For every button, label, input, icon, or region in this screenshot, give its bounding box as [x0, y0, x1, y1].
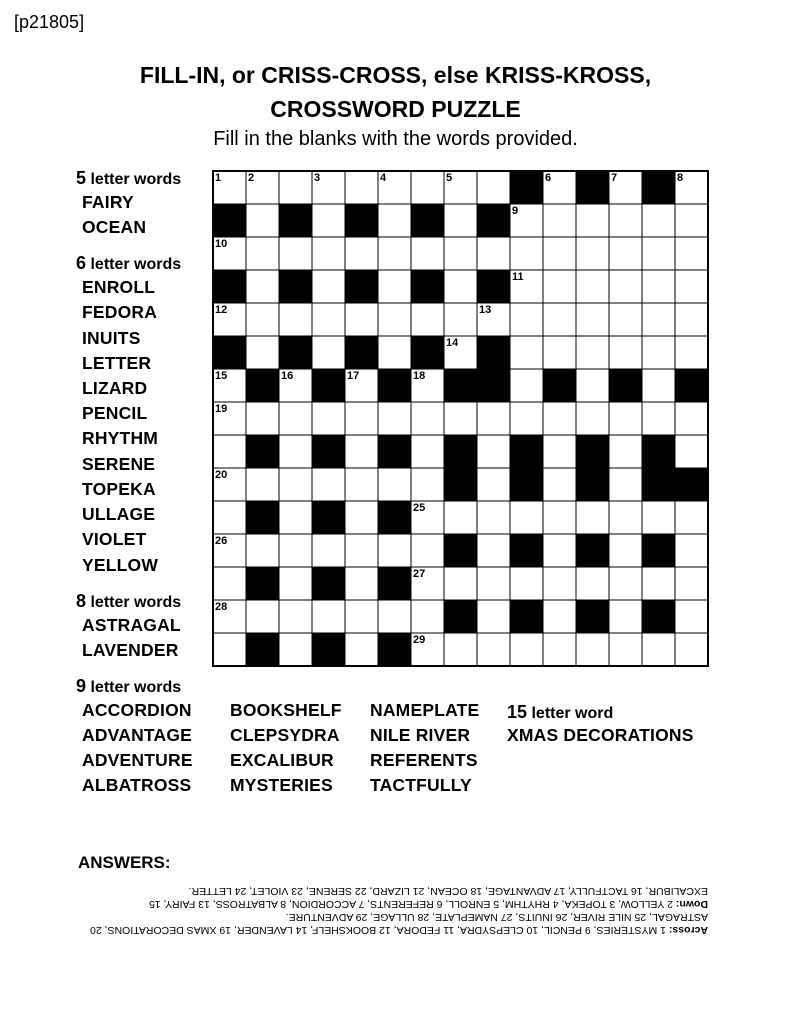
word-item: EXCALIBUR	[230, 750, 334, 770]
across-label: Across:	[668, 924, 708, 936]
clue-number: 3	[314, 172, 321, 184]
clue-number: 12	[215, 304, 228, 316]
word-item: VIOLET	[82, 529, 147, 549]
word-item: NAMEPLATE	[370, 700, 480, 720]
clue-number: 18	[413, 370, 426, 382]
word-item: ADVENTURE	[82, 750, 193, 770]
word-item: XMAS DECORATIONS	[507, 725, 694, 745]
answers-heading: ANSWERS:	[78, 853, 171, 872]
answers-text	[88, 884, 708, 936]
clue-number: 20	[215, 469, 228, 481]
down-answers: 2 YELLOW, 3 TOPEKA, 4 RHYTHM, 5 ENROLL, 6 REFERENTS, 7 ACCORDION, 8 ALBATROSS, 13 FAIRY, 15 EXCALIBUR, 16 TACTFULLY, 17 ADVANTAGE, 18 OCEAN, 21 LIZARD, 22 SERENE, 23 VIOLET, 24 LETTER.	[148, 885, 708, 910]
group-head-9: 9 letter words	[76, 676, 182, 696]
clue-number: 24	[644, 469, 657, 481]
across-answers: 1 MYSTERIES, 9 PENCIL, 10 CLEPSYDRA, 11 FEDORA, 12 BOOKSHELF, 14 LAVENDER, 19 XMAS DECORATIONS, 20 ASTRAGAL, 25 NILE RIVER, 26 INUITS, 27 NAMEPLATE, 28 ULLAGE, 29 ADVENTURE.	[90, 911, 708, 936]
word-item: YELLOW	[82, 555, 159, 575]
word-item: ULLAGE	[82, 504, 156, 524]
clue-number: 27	[413, 568, 426, 580]
group-head-8: 8 letter words	[76, 591, 182, 611]
clue-number: 19	[215, 403, 228, 415]
clue-number: 22	[512, 469, 525, 481]
word-item: ASTRAGAL	[82, 615, 181, 635]
clue-number: 1	[215, 172, 222, 184]
grid-lines	[212, 170, 709, 667]
clue-number: 14	[446, 337, 459, 349]
word-item: LETTER	[82, 353, 152, 373]
clue-number: 11	[512, 271, 524, 283]
word-item: CLEPSYDRA	[230, 725, 340, 745]
word-item: FEDORA	[82, 302, 158, 322]
clue-number: 29	[413, 634, 426, 646]
word-item: FAIRY	[82, 192, 134, 212]
word-item: TOPEKA	[82, 479, 156, 499]
word-item: ALBATROSS	[82, 775, 192, 795]
clue-number: 13	[479, 304, 492, 316]
clue-number: 21	[446, 469, 459, 481]
word-item: REFERENTS	[370, 750, 478, 770]
word-item: RHYTHM	[82, 428, 159, 448]
word-item: NILE RIVER	[370, 725, 471, 745]
word-item: LIZARD	[82, 378, 148, 398]
puzzle-code: [p21805]	[14, 12, 85, 32]
clue-number: 6	[545, 172, 552, 184]
clue-number: 28	[215, 601, 228, 613]
clue-number: 17	[347, 370, 360, 382]
clue-number: 4	[380, 172, 387, 184]
title-line-1: FILL-IN, or CRISS-CROSS, else KRISS-KROSS,	[139, 62, 652, 88]
word-item: SERENE	[82, 454, 156, 474]
down-label: Down:	[675, 898, 708, 910]
clue-number: 9	[512, 205, 519, 217]
word-item: ACCORDION	[82, 700, 192, 720]
group-head-6: 6 letter words	[76, 253, 182, 273]
word-item: OCEAN	[82, 217, 147, 237]
clue-number: 10	[215, 238, 228, 250]
clue-number: 23	[578, 469, 591, 481]
word-item: MYSTERIES	[230, 775, 333, 795]
clue-number: 26	[215, 535, 228, 547]
word-item: ENROLL	[82, 277, 156, 297]
title-line-2: CROSSWORD PUZZLE	[270, 96, 521, 122]
clue-number: 25	[413, 502, 426, 514]
word-item: TACTFULLY	[370, 775, 472, 795]
clue-number: 16	[281, 370, 294, 382]
clue-number: 5	[446, 172, 453, 184]
clue-number: 7	[611, 172, 618, 184]
clue-number: 15	[215, 370, 228, 382]
word-item: PENCIL	[82, 403, 148, 423]
group-head-5: 5 letter words	[76, 168, 182, 188]
group-head-15: 15 letter word	[507, 702, 614, 722]
crossword-grid	[212, 170, 709, 667]
word-item: LAVENDER	[82, 640, 179, 660]
clue-number: 2	[248, 172, 255, 184]
word-item: INUITS	[82, 328, 141, 348]
word-item: BOOKSHELF	[230, 700, 342, 720]
clue-number: 8	[677, 172, 684, 184]
subtitle: Fill in the blanks with the words provided.	[213, 128, 578, 150]
word-item: ADVANTAGE	[82, 725, 193, 745]
